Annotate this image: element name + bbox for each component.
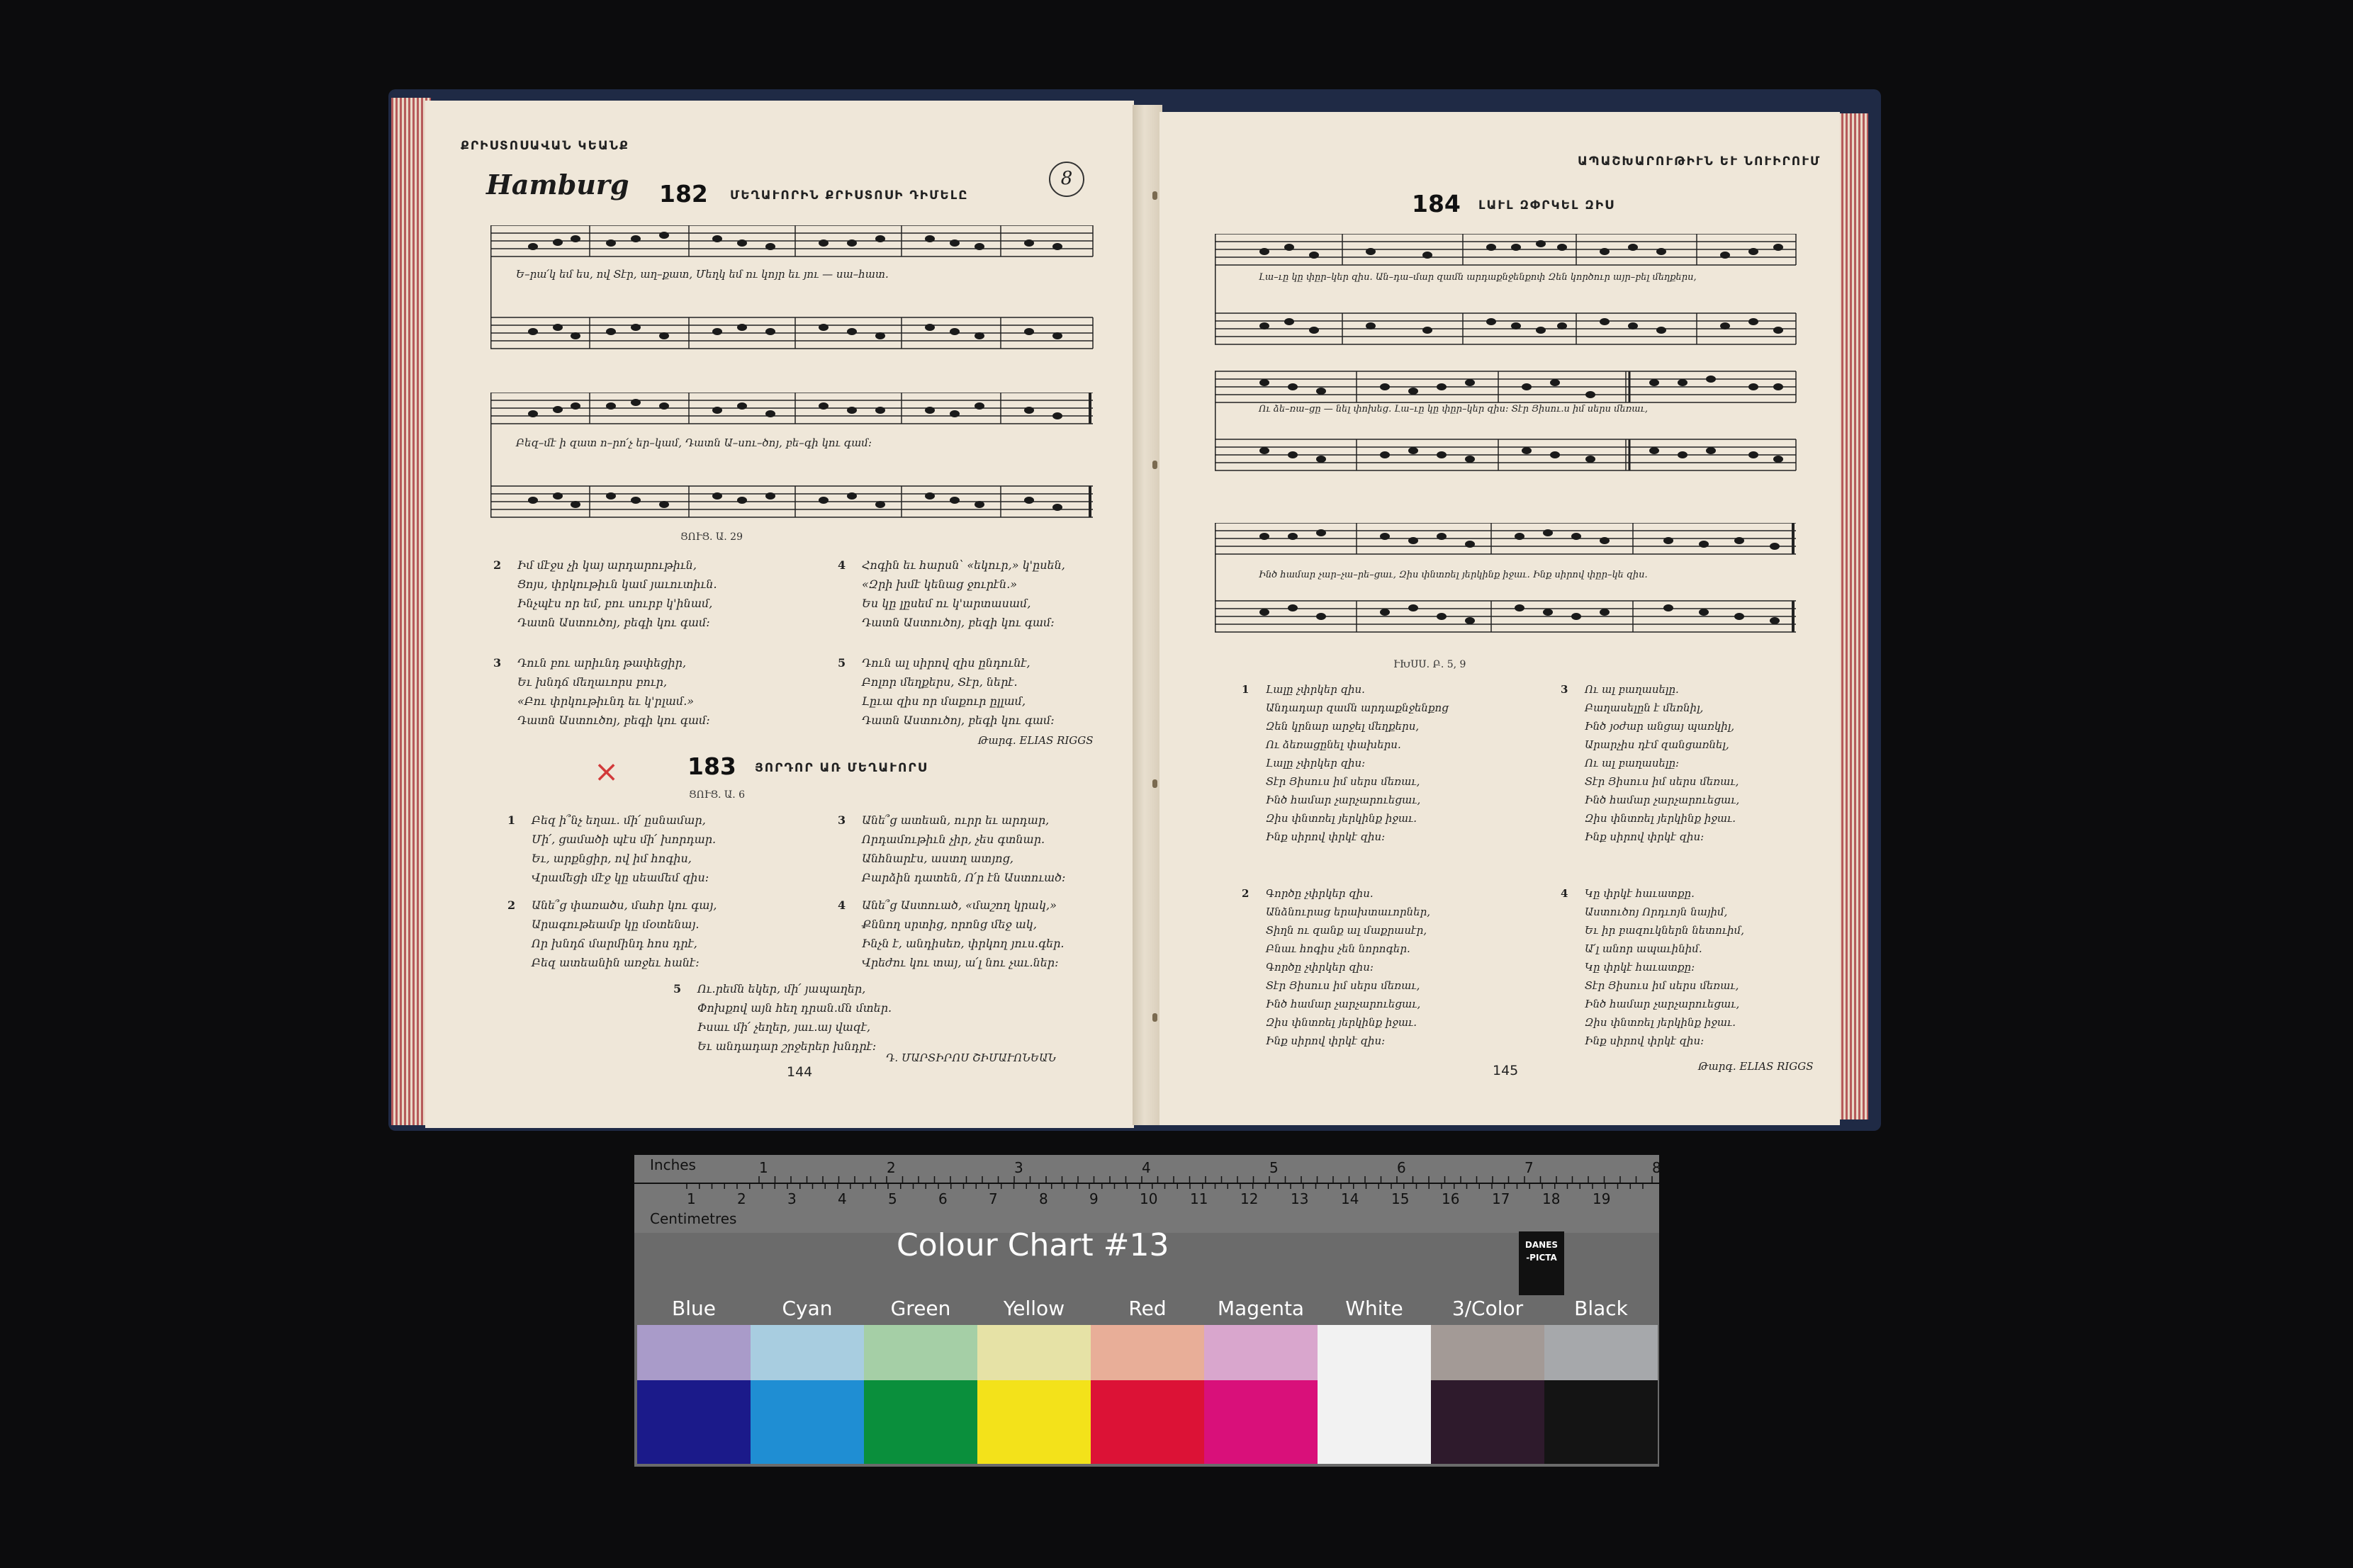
cm-tick-label: 4	[838, 1190, 847, 1207]
hymn-182-title: ՄԵՂԱՒՈՐԻՆ ՔՐԻՍՏՈՍԻ ԴԻՄԵԼԸ	[730, 188, 969, 203]
hymn-183-title: ՅՈՐԴՈՐ ԱՌ ՄԵՂԱՒՈՐՍ	[755, 761, 928, 775]
music-system-182-b	[490, 393, 1100, 548]
binding-stitch	[1152, 779, 1157, 788]
ruler	[634, 1155, 1659, 1233]
hymn-184-title: ԼԱՒԼ ԶՓՐԿԵԼ ԶԻՍ	[1478, 198, 1615, 213]
cm-tick-label: 17	[1492, 1190, 1510, 1207]
hymn-182-verse-4: 4 Հոգին եւ հարսն՝ «եկուր,» կ'ըսեն, «Զրի խմէ կենաց ջուրէն.» Ես կը լըսեմ ու կ'արտասամ, Դատն Աստուծոյ, բեգի կու գամ:	[838, 558, 1065, 629]
hymn-183-credit: Դ. ՄԱՐՏԻՐՈՍ ՇԻՄԱՒՈՆԵԱՆ	[886, 1051, 1057, 1064]
right-page	[1159, 112, 1840, 1125]
cm-tick-label: 15	[1391, 1190, 1410, 1207]
binding-stitch	[1152, 191, 1157, 200]
hymn-184-verse-3: 3 Ու ալ բաղասելը. Բաղասելըն է մեռնիլ, Ինծ յօժար անցայ պառկիլ, Արարչիս դէմ զանցառնել, Ու ալ բաղասելը: Տէր Յիսուս իմ սերս մեռաւ, Ինծ համար չարչարուեցաւ, Զիս փնտռել յերկինք իջաւ. Ինք սիրով փրկէ զիս:	[1561, 683, 1740, 843]
handwritten-tune-name: Hamburg	[486, 169, 629, 201]
hymn-184-lyric-line-3: Ինծ համար չար–չա–րե–ցաւ, Զիս փնտռել յերկինք իջաւ. Ինք սիրով փըր–կե զիս.	[1259, 570, 1648, 580]
hymn-183-tune-ref: ՑՈՒՑ. Ա. 6	[689, 789, 746, 801]
danes-picta-logo: DANES -PICTA	[1519, 1231, 1564, 1295]
hymn-183-verse-3: 3 Անե՞ց ատեան, ուրր եւ արդար, Որդամութիւն չիր, չես գտնար. Անհնարէս, աստղ ատյոց, Բարձին դատեն, Ո՛ր էն Աստուած:	[838, 813, 1066, 884]
hymn-183-verse-1: 1 Բեզ ի՞նչ եղաւ. մի՛ ըսնամար, Մի՛, ցամածի պէս մի՛ խորդար. Եւ, արքնցիր, ով իմ հոգիս, Վրամեցի մէջ կը սեամեմ զիս:	[507, 813, 717, 884]
swatch-dark	[977, 1380, 1091, 1464]
book-gutter	[1133, 105, 1162, 1125]
swatch-label: Cyan	[782, 1297, 833, 1320]
cm-tick-label: 14	[1341, 1190, 1359, 1207]
cm-tick-label: 13	[1291, 1190, 1309, 1207]
cm-tick-label: 6	[938, 1190, 948, 1207]
swatch-dark	[1544, 1380, 1658, 1464]
cm-tick-label: 10	[1140, 1190, 1158, 1207]
colour-chart	[634, 1155, 1659, 1467]
music-system-184-c	[1215, 523, 1803, 650]
right-running-header: ԱՊԱՇԽԱՐՈՒԹԻՒՆ ԵՒ ՆՈՒԻՐՈՒՄ	[1578, 154, 1821, 169]
cm-tick-label: 3	[787, 1190, 797, 1207]
hymn-183-verse-5: 5 Ու.րեմն եկեր, մի՛ յապաղեր, Փոխքով այն հեղ դրան.մն մտեր. Իսաւ մի՛ չեղեր, յաւ.այ վազէ, Եւ անդադար շրջերեր խնդրէ:	[673, 982, 892, 1053]
hymn-184-lyric-line-2: Ու ձե–ռա–ցը — նել փոխեց. Լա–ւը կը փըր–կեր զիս: Տէր Յիսու.ս իմ սերս մեռաւ,	[1259, 404, 1649, 414]
cm-tick-label: 1	[687, 1190, 696, 1207]
hymn-182-lyric-line-1: Ե–րա՛կ եմ ես, ով Տէր, աղ–քատ, Մեղկ եմ ու կոյր եւ յու — սա–հատ.	[516, 268, 889, 281]
swatch-label: 3/Color	[1451, 1297, 1524, 1320]
cm-tick-label: 11	[1190, 1190, 1208, 1207]
cm-tick-label: 2	[737, 1190, 746, 1207]
cm-tick-label: 19	[1593, 1190, 1611, 1207]
colour-chart-title: Colour Chart #13	[897, 1227, 1169, 1263]
inch-tick-label: 5	[1269, 1159, 1279, 1176]
inch-tick-label: 4	[1142, 1159, 1151, 1176]
left-page-number: 144	[787, 1064, 813, 1080]
swatch-dark	[1318, 1380, 1431, 1464]
swatch-label: Black	[1574, 1297, 1628, 1320]
swatch-label: White	[1345, 1297, 1403, 1320]
swatch-dark	[637, 1380, 751, 1464]
right-page-number: 145	[1493, 1063, 1519, 1078]
inch-tick-label: 1	[759, 1159, 768, 1176]
swatch-dark	[1431, 1380, 1544, 1464]
left-running-header: ՔՐԻՍՏՈՍԱՎԱՆ ԿԵԱՆՔ	[461, 139, 629, 153]
cm-tick-label: 5	[888, 1190, 897, 1207]
hymn-184-verse-1: 1 Լալը չփրկեր զիս. Անդադար զամն արդաքնջենքոց Զեն կրնար արջել մեղքերս, Ու ձեռացընել փախերս. Լալը չփրկեր զիս: Տէր Յիսուս իմ սերս մեռաւ, Ինծ համար չարչարուեցաւ, Զիս փնտռել յերկինք իջաւ. Ինք սիրով փրկէ զիս:	[1242, 683, 1449, 843]
ruler-inches-label: Inches	[650, 1156, 696, 1173]
music-system-182-a	[490, 225, 1100, 381]
binding-stitch	[1152, 461, 1157, 469]
swatch-label: Red	[1128, 1297, 1167, 1320]
swatch-dark	[751, 1380, 864, 1464]
left-page	[425, 101, 1134, 1128]
swatch-label: Yellow	[1003, 1297, 1065, 1320]
binding-stitch	[1152, 1013, 1157, 1022]
cm-tick-label: 8	[1039, 1190, 1048, 1207]
inch-tick-label: 3	[1014, 1159, 1023, 1176]
inch-tick-label: 8	[1652, 1159, 1661, 1176]
music-system-184	[1215, 234, 1803, 475]
swatch-dark	[864, 1380, 977, 1464]
handwritten-circled-number: 8	[1049, 162, 1084, 197]
hymn-182-verse-3: 3 Դուն բու արիւնդ թափեցիր, Եւ խնդճ մեղաւորս բուր, «Բու փրկութիւնդ եւ կ'րլամ.» Դատն Աստուծոյ, բեգի կու գամ:	[493, 656, 710, 727]
cm-tick-label: 7	[989, 1190, 998, 1207]
inch-tick-label: 6	[1397, 1159, 1406, 1176]
right-page-edges	[1837, 113, 1868, 1119]
hymn-182-lyric-line-2: Բեզ–մէ ի զատ ո–րո՛չ եր–կամ, Դատն Ա–սու–ծոյ, բե–գի կու գամ:	[516, 436, 872, 449]
hymn-184-number: 184	[1412, 190, 1461, 218]
hymn-183-verse-2: 2 Անե՞ց փառածս, մահր կու գայ, Արագութեամբ կը մօտենայ. Որ խնդճ մարմինդ հոս դրէ, Բեզ ատեանին առջեւ հանէ:	[507, 898, 717, 969]
cm-tick-label: 18	[1542, 1190, 1561, 1207]
hymn-182-credit: Թարգ. ELIAS RIGGS	[978, 734, 1094, 747]
hymn-183-verse-4: 4 Անե՞ց Աստուած, «մաշող կրակ,» Քննող սրտից, որոնց մեջ ակ, Ինչն է, անդիսեռ, փրկող յուս.գեր. Վրեժու կու տայ, ա՛լ նու չաւ.ներ:	[838, 898, 1065, 969]
cm-tick-label: 12	[1240, 1190, 1259, 1207]
hymn-182-number: 182	[659, 180, 708, 208]
inch-tick-label: 2	[887, 1159, 896, 1176]
hymn-184-credit: Թարգ. ELIAS RIGGS	[1698, 1060, 1814, 1073]
swatch-dark	[1091, 1380, 1204, 1464]
swatch-dark	[1204, 1380, 1318, 1464]
hymn-182-verse-5: 5 Դուն ալ սիրով զիս ընդունէ, Բոլոր մեղքերս, Տէր, ներէ. Լըւա զիս որ մաքուր ըլլամ, Դատն Աստուծոյ, բեգի կու գամ:	[838, 656, 1055, 727]
hymn-183-number: 183	[687, 752, 736, 780]
hymn-182-tune-ref: ՑՈՒՑ. Ա. 29	[680, 531, 743, 543]
cm-tick-label: 16	[1442, 1190, 1460, 1207]
hymn-184-tune-ref: ՒԽՍՍ. Բ. 5, 9	[1393, 659, 1466, 670]
hymn-184-lyric-line-1: Լա–ւը կը փըր–կեր զիս. Ան–դա–մար զամն արդաքնջենքոփ Զեն կործուր այր–բել մեղքերս,	[1259, 272, 1697, 283]
red-x-mark: ×	[594, 754, 619, 789]
swatch-label: Magenta	[1217, 1297, 1305, 1320]
swatch-label: Blue	[672, 1297, 716, 1320]
cm-tick-label: 9	[1089, 1190, 1099, 1207]
swatch-label: Green	[890, 1297, 951, 1320]
ruler-centimetres-label: Centimetres	[650, 1210, 737, 1227]
inch-tick-label: 7	[1524, 1159, 1534, 1176]
hymn-184-verse-4: 4 Կը փրկէ հաւատքը. Աստուծոյ Որդւոյն նայիմ, Եւ իր բազուկներն նետուիմ, Ա՛լ անոր ապաւինիմ. Կը փրկէ հաւատքը: Տէր Յիսուս իմ սերս մեռաւ, Ինծ համար չարչարուեցաւ, Զիս փնտռել յերկինք իջաւ. Ինք սիրով փրկէ զիս:	[1561, 887, 1745, 1047]
hymn-184-verse-2: 2 Գործը չփրկեր զիս. Անձնուրաց երախտաւորներ, Տիղն ու զանք ալ մաքրասէր, Բնաւ հոգիս չեն նորոգեր. Գործը չփրկեր զիս: Տէր Յիսուս իմ սերս մեռաւ, Ինծ համար չարչարուեցաւ, Զիս փնտռել յերկինք իջաւ. Ինք սիրով փրկէ զիս:	[1242, 887, 1431, 1047]
hymn-182-verse-2: 2 Իմ մէջս չի կայ արդարութիւն, Ցոյս, փրկութիւն կամ յաւուտիւն. Ինչպէս որ եմ, բու սուրբ կ'ինամ, Դատն Աստուծոյ, բեգի կու գամ:	[493, 558, 717, 629]
